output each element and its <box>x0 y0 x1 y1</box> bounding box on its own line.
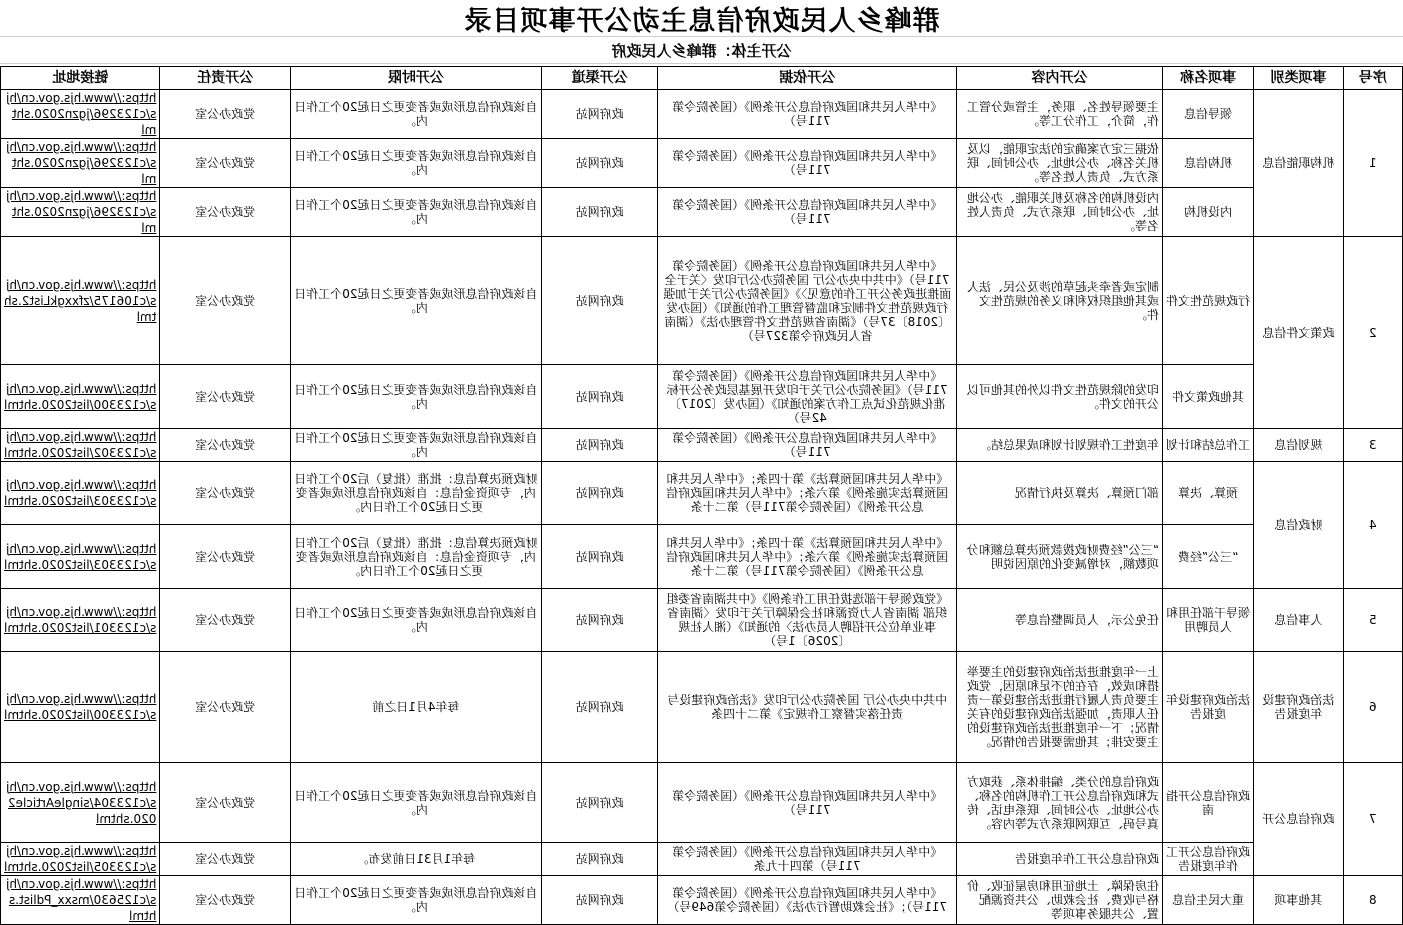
responsible-cell: 党政办公室 <box>160 365 291 429</box>
deadline-cell: 财政预决算信息：批准（批复）后20个工作日内，专项资金信息：自该政府信息形成或者变更之日起20个工作日内。 <box>291 462 542 525</box>
name-cell: 领导信息 <box>1163 90 1254 139</box>
content-cell: 住房保障、土地征用和房屋征收、价格与收费、社会救助、公共资源配置、公共服务事项等 <box>956 876 1162 925</box>
deadline-cell: 每年4月1日之前 <box>291 652 542 763</box>
responsible-cell: 党政办公室 <box>160 763 291 843</box>
name-cell: 机构信息 <box>1163 139 1254 188</box>
link-cell[interactable]: https://www.hjs.gov.cn/hjs/c123304/singleArticle2020.shtml <box>1 763 160 843</box>
name-cell: 法治政府建设年度报告 <box>1163 652 1254 763</box>
content-cell: 任免公示，人员调整信息等 <box>956 589 1162 652</box>
header-basis: 公开依据 <box>658 67 956 90</box>
table-row <box>1 429 1403 462</box>
name-cell: 领导干部任用和人员聘用 <box>1163 589 1254 652</box>
content-cell: 印发的除规范性文件以外的其他可以公开的文件。 <box>956 365 1162 429</box>
name-cell: 其他政策文件 <box>1163 365 1254 429</box>
link-cell[interactable]: https://www.hjs.gov.cn/hjs/c123303/list2020.shtml <box>1 462 160 525</box>
link-cell[interactable]: https://www.hjs.gov.cn/hjs/c123296/jgzn2020.shtml <box>1 188 160 237</box>
name-cell: 重大民生信息 <box>1163 876 1254 925</box>
responsible-cell: 党政办公室 <box>160 237 291 365</box>
table-row <box>1 188 1403 237</box>
name-cell: 工作总结和计划 <box>1163 429 1254 462</box>
table-row <box>1 843 1403 876</box>
channel-cell: 政府网站 <box>541 589 658 652</box>
basis-cell: 《中华人民共和国预算法》第十四条；《中华人民共和国预算法实施条例》第六条；《中华人民共和国政府信息公开条例》（国务院令第711号）第二十条 <box>658 462 956 525</box>
header-seq: 序号 <box>1343 67 1402 90</box>
seq-cell: 2 <box>1343 237 1402 429</box>
basis-cell: 《中华人民共和国政府信息公开条例》（国务院令第711号）第四十九条 <box>658 843 956 876</box>
category-cell: 机构职能信息 <box>1254 90 1343 237</box>
content-cell: 年度性工作规划计划和成果总结。 <box>956 429 1162 462</box>
table-row <box>1 876 1403 925</box>
table-header-row <box>1 67 1403 90</box>
basis-cell: 《中华人民共和国政府信息公开条例》（国务院令第711号） <box>658 90 956 139</box>
link-cell[interactable]: https://www.hjs.gov.cn/hjs/c123300/list2020.shtml <box>1 365 160 429</box>
basis-cell: 中共中央办公厅 国务院办公厅印发《法治政府建设与责任落实督察工作规定》第二十四条 <box>658 652 956 763</box>
content-cell: “三公”经费财政拨款预决算总额和分项数额，对增减变化的原因说明 <box>956 525 1162 589</box>
seq-cell: 4 <box>1343 462 1402 589</box>
seq-cell: 6 <box>1343 652 1402 763</box>
responsible-cell: 党政办公室 <box>160 90 291 139</box>
deadline-cell: 自该政府信息形成或者变更之日起20个工作日内。 <box>291 429 542 462</box>
channel-cell: 政府网站 <box>541 139 658 188</box>
responsible-cell: 党政办公室 <box>160 462 291 525</box>
category-cell: 法治政府建设年度报告 <box>1254 652 1343 763</box>
basis-cell: 《党政领导干部选拔任用工作条例》《中共湖南省委组织部 湖南省人力资源和社会保障厅关于印发〈湖南省事业单位公开招聘人员办法〉的通知》（湘人社规〔2026〕1号） <box>658 589 956 652</box>
header-name: 事项名称 <box>1163 67 1254 90</box>
responsible-cell: 党政办公室 <box>160 652 291 763</box>
link-cell[interactable]: https://www.hjs.gov.cn/hjs/c123296/jgzn2020.shtml <box>1 139 160 188</box>
channel-cell: 政府网站 <box>541 429 658 462</box>
catalog-table <box>0 66 1403 925</box>
basis-cell: 《中华人民共和国政府信息公开条例》（国务院令第711号） <box>658 763 956 843</box>
basis-cell: 《中华人民共和国政府信息公开条例》（国务院令第711号） <box>658 429 956 462</box>
table-row <box>1 365 1403 429</box>
header-channel: 公开渠道 <box>541 67 658 90</box>
table-row <box>1 139 1403 188</box>
basis-cell: 《中华人民共和国政府信息公开条例》（国务院令第711号） <box>658 139 956 188</box>
channel-cell: 政府网站 <box>541 90 658 139</box>
link-cell[interactable]: https://www.hjs.gov.cn/hjs/c123300/list2020.shtml <box>1 652 160 763</box>
link-cell[interactable]: https://www.hjs.gov.cn/hjs/c123296/jgzn2020.shtml <box>1 90 160 139</box>
table-row <box>1 462 1403 525</box>
deadline-cell: 每年1月31日前发布。 <box>291 843 542 876</box>
deadline-cell: 自该政府信息形成或者变更之日起20个工作日内。 <box>291 763 542 843</box>
name-cell: 内设机构 <box>1163 188 1254 237</box>
deadline-cell: 财政预决算信息：批准（批复）后20个工作日内，专项资金信息：自该政府信息形成或者变更之日起20个工作日内。 <box>291 525 542 589</box>
table-row <box>1 90 1403 139</box>
responsible-cell: 党政办公室 <box>160 589 291 652</box>
content-cell: 主要领导姓名、职务，主管或分管工作，简介，工作分工等。 <box>956 90 1162 139</box>
name-cell: 政府信息公开指南 <box>1163 763 1254 843</box>
table-row <box>1 763 1403 843</box>
header-deadline: 公开时限 <box>291 67 542 90</box>
basis-cell: 《中华人民共和国预算法》第十四条；《中华人民共和国预算法实施条例》第六条；《中华人民共和国政府信息公开条例》（国务院令第711号）第二十条 <box>658 525 956 589</box>
name-cell: 政府信息公开工作年度报告 <box>1163 843 1254 876</box>
channel-cell: 政府网站 <box>541 843 658 876</box>
table-row <box>1 237 1403 365</box>
channel-cell: 政府网站 <box>541 652 658 763</box>
content-cell: 内设机构的名称及机关职能、办公地址、办公时间、联系方式、负责人姓名等。 <box>956 188 1162 237</box>
content-cell: 政府信息公开工作年度报告 <box>956 843 1162 876</box>
category-cell: 其他事项 <box>1254 876 1343 925</box>
channel-cell: 政府网站 <box>541 365 658 429</box>
deadline-cell: 自该政府信息形成或者变更之日起20个工作日内。 <box>291 365 542 429</box>
basis-cell: 《中华人民共和国政府信息公开条例》（国务院令第711号）；《社会救助暂行办法》（国务院令第649号） <box>658 876 956 925</box>
name-cell: “三公”经费 <box>1163 525 1254 589</box>
link-cell[interactable]: https://www.hjs.gov.cn/hjs/c125630/msxx_Pdlist.shtml <box>1 876 160 925</box>
deadline-cell: 自该政府信息形成或者变更之日起20个工作日内。 <box>291 188 542 237</box>
category-cell: 政策文件信息 <box>1254 237 1343 429</box>
content-cell: 部门预算、决算及执行情况 <box>956 462 1162 525</box>
channel-cell: 政府网站 <box>541 763 658 843</box>
basis-cell: 《中华人民共和国政府信息公开条例》（国务院令第711号）《中共中央办公厅 国务院办公厅印发〈关于全面推进政务公开工作的意见〉》《国务院办公厅关于加强行政规范性文件制定和监督管理工作的通知》（国办发〔2018〕37号）《湖南省规范性文件管理办法》（湖南省人民政府令第327号） <box>658 237 956 365</box>
content-cell: 依据三定方案确定的法定职能，以及机关名称、办公地址、办公时间、联系方式、负责人姓名等。 <box>956 139 1162 188</box>
seq-cell: 7 <box>1343 763 1402 876</box>
table-row <box>1 589 1403 652</box>
page-subtitle: 公开主体：群峰乡人民政府 <box>0 37 1403 64</box>
responsible-cell: 党政办公室 <box>160 843 291 876</box>
responsible-cell: 党政办公室 <box>160 525 291 589</box>
responsible-cell: 党政办公室 <box>160 139 291 188</box>
responsible-cell: 党政办公室 <box>160 188 291 237</box>
seq-cell: 1 <box>1343 90 1402 237</box>
deadline-cell: 自该政府信息形成或者变更之日起20个工作日内。 <box>291 90 542 139</box>
channel-cell: 政府网站 <box>541 525 658 589</box>
category-cell: 财政信息 <box>1254 462 1343 589</box>
link-cell[interactable]: https://www.hjs.gov.cn/hjs/c106175/zfxxgkList2.shtml <box>1 237 160 365</box>
table-row <box>1 525 1403 589</box>
link-cell[interactable]: https://www.hjs.gov.cn/hjs/c123305/list2020.shtml <box>1 843 160 876</box>
basis-cell: 《中华人民共和国政府信息公开条例》（国务院令第711号）《国务院办公厅关于印发开展基层政务公开标准化规范化试点工作方案的通知》（国办发〔2017〕42号） <box>658 365 956 429</box>
content-cell: 上一年度推进法治政府建设的主要举措和成效，存在的不足和原因，党政主要负责人履行推进法治建设第一责任人职责，加强法治政府建设的有关情况；下一年度推进法治政府建设的主要安排；其他需要报告的情况。 <box>956 652 1162 763</box>
header-link: 链接地址 <box>1 67 160 90</box>
category-cell: 规划信息 <box>1254 429 1343 462</box>
channel-cell: 政府网站 <box>541 188 658 237</box>
seq-cell: 5 <box>1343 589 1402 652</box>
content-cell: 政府信息的分类、编排体系、获取方式和政府信息公开工作机构的名称、办公地址、办公时间、联系电话、传真号码、互联网联系方式等内容。 <box>956 763 1162 843</box>
responsible-cell: 党政办公室 <box>160 876 291 925</box>
name-cell: 行政规范性文件 <box>1163 237 1254 365</box>
seq-cell: 3 <box>1343 429 1402 462</box>
page-title: 群峰乡人民政府信息主动公开事项目录 <box>0 0 1403 37</box>
header-category: 事项类别 <box>1254 67 1343 90</box>
deadline-cell: 自该政府信息形成或者变更之日起20个工作日内。 <box>291 876 542 925</box>
deadline-cell: 自该政府信息形成或者变更之日起20个工作日内。 <box>291 237 542 365</box>
link-cell[interactable]: https://www.hjs.gov.cn/hjs/c123303/list2020.shtml <box>1 525 160 589</box>
link-cell[interactable]: https://www.hjs.gov.cn/hjs/c123301/list2020.shtml <box>1 589 160 652</box>
channel-cell: 政府网站 <box>541 462 658 525</box>
channel-cell: 政府网站 <box>541 876 658 925</box>
header-responsible: 公开责任 <box>160 67 291 90</box>
channel-cell: 政府网站 <box>541 237 658 365</box>
category-cell: 人事信息 <box>1254 589 1343 652</box>
name-cell: 预算、决算 <box>1163 462 1254 525</box>
header-content: 公开内容 <box>956 67 1162 90</box>
content-cell: 制定或者牵头起草的涉及公民、法人或其他组织权利和义务的规范性文件。 <box>956 237 1162 365</box>
responsible-cell: 党政办公室 <box>160 429 291 462</box>
category-cell: 政府信息公开 <box>1254 763 1343 876</box>
table-row <box>1 652 1403 763</box>
basis-cell: 《中华人民共和国政府信息公开条例》（国务院令第711号） <box>658 188 956 237</box>
seq-cell: 8 <box>1343 876 1402 925</box>
deadline-cell: 自该政府信息形成或者变更之日起20个工作日内。 <box>291 139 542 188</box>
link-cell[interactable]: https://www.hjs.gov.cn/hjs/c123302/list2020.shtml <box>1 429 160 462</box>
deadline-cell: 自该政府信息形成或者变更之日起20个工作日内。 <box>291 589 542 652</box>
